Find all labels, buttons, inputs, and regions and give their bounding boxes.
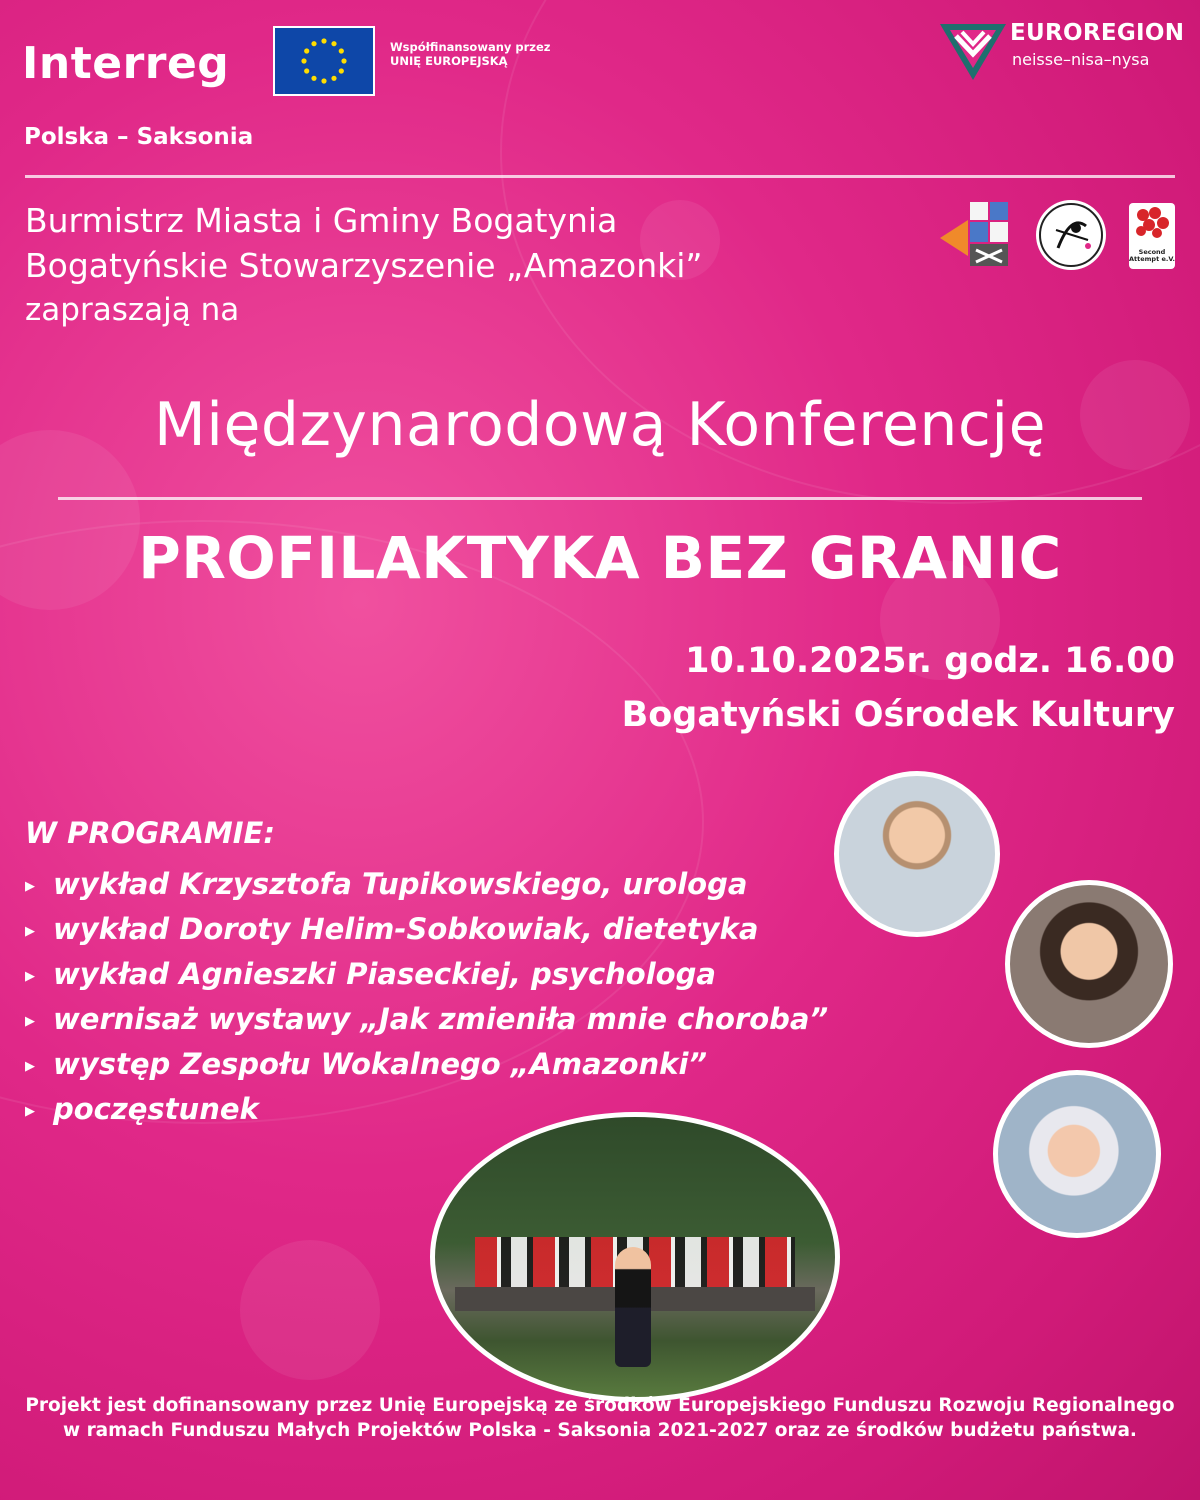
organizers (25, 198, 703, 333)
program-item-text: poczęstunek (53, 1092, 259, 1126)
program-heading: W PROGRAMIE: (25, 816, 275, 850)
funding-footer (0, 1393, 1200, 1443)
program-item (25, 1042, 828, 1087)
speaker-photo-dietitian (1005, 880, 1173, 1048)
interreg-region: Polska – Saksonia (24, 124, 254, 150)
interreg-logo-text: Interreg (22, 38, 230, 89)
bullet-icon: ▶ (25, 1103, 35, 1119)
program-item-text: występ Zespołu Wokalnego „Amazonki” (53, 1047, 708, 1081)
euroregion-subtitle: neisse–nisa–nysa (1012, 50, 1150, 69)
program-list (25, 862, 828, 1132)
event-date: 10.10.2025r. godz. 16.00 (685, 641, 1175, 681)
program-item (25, 862, 828, 907)
bogatynia-coat-of-arms-icon (940, 200, 1010, 268)
program-item (25, 907, 828, 952)
organizer-mayor: Burmistrz Miasta i Gminy Bogatynia (25, 201, 618, 240)
eu-stars (301, 38, 346, 83)
choir-photo (430, 1112, 840, 1402)
speaker-photo-urologist (834, 771, 1000, 937)
program-item-text: wykład Krzysztofa Tupikowskiego, urologa (53, 867, 748, 901)
program-item-text: wernisaż wystawy „Jak zmieniła mnie choroba” (53, 1002, 829, 1036)
footer-line2: w ramach Funduszu Małych Projektów Polska - Saksonia 2021-2027 oraz ze środków budżetu państwa. (63, 1420, 1137, 1441)
euroregion-logo-icon (940, 22, 1006, 80)
divider (25, 175, 1175, 178)
euroregion-title: EUROREGION (1010, 20, 1185, 46)
eu-cofinance-line1: Współfinansowany przez (390, 40, 551, 54)
bullet-icon: ▶ (25, 923, 35, 939)
eu-flag-icon (273, 26, 375, 96)
title-divider (58, 497, 1142, 500)
event-subtitle: PROFILAKTYKA BEZ GRANIC (138, 524, 1062, 592)
eu-cofinance-line2: UNIĘ EUROPEJSKĄ (390, 54, 508, 68)
bullet-icon: ▶ (25, 1013, 35, 1029)
speaker-photo-psychologist (993, 1070, 1161, 1238)
organizer-association: Bogatyńskie Stowarzyszenie „Amazonki” (25, 246, 703, 285)
program-item-text: wykład Agnieszki Piaseckiej, psychologa (53, 957, 716, 991)
footer-line1: Projekt jest dofinansowany przez Unię Europejską ze środków Europejskiego Funduszu Rozwoju Regionalnego (25, 1395, 1175, 1416)
bullet-icon: ▶ (25, 968, 35, 984)
bullet-icon: ▶ (25, 878, 35, 894)
program-item (25, 952, 828, 997)
bullet-icon: ▶ (25, 1058, 35, 1074)
program-item (25, 997, 828, 1042)
event-title: Międzynarodową Konferencję (154, 390, 1046, 460)
eu-cofinance-text (390, 40, 551, 68)
event-venue: Bogatyński Ośrodek Kultury (621, 695, 1175, 735)
bokeh-decoration (240, 1240, 380, 1380)
second-attempt-logo-icon (1129, 203, 1175, 269)
invitation-text: zapraszają na (25, 292, 240, 328)
program-item-text: wykład Doroty Helim-Sobkowiak, dietetyka (53, 912, 759, 946)
second-attempt-logo-text: Second Attempt e.V. (1129, 248, 1175, 263)
amazonki-association-logo-icon (1036, 200, 1106, 270)
choir-conductor (615, 1247, 651, 1367)
